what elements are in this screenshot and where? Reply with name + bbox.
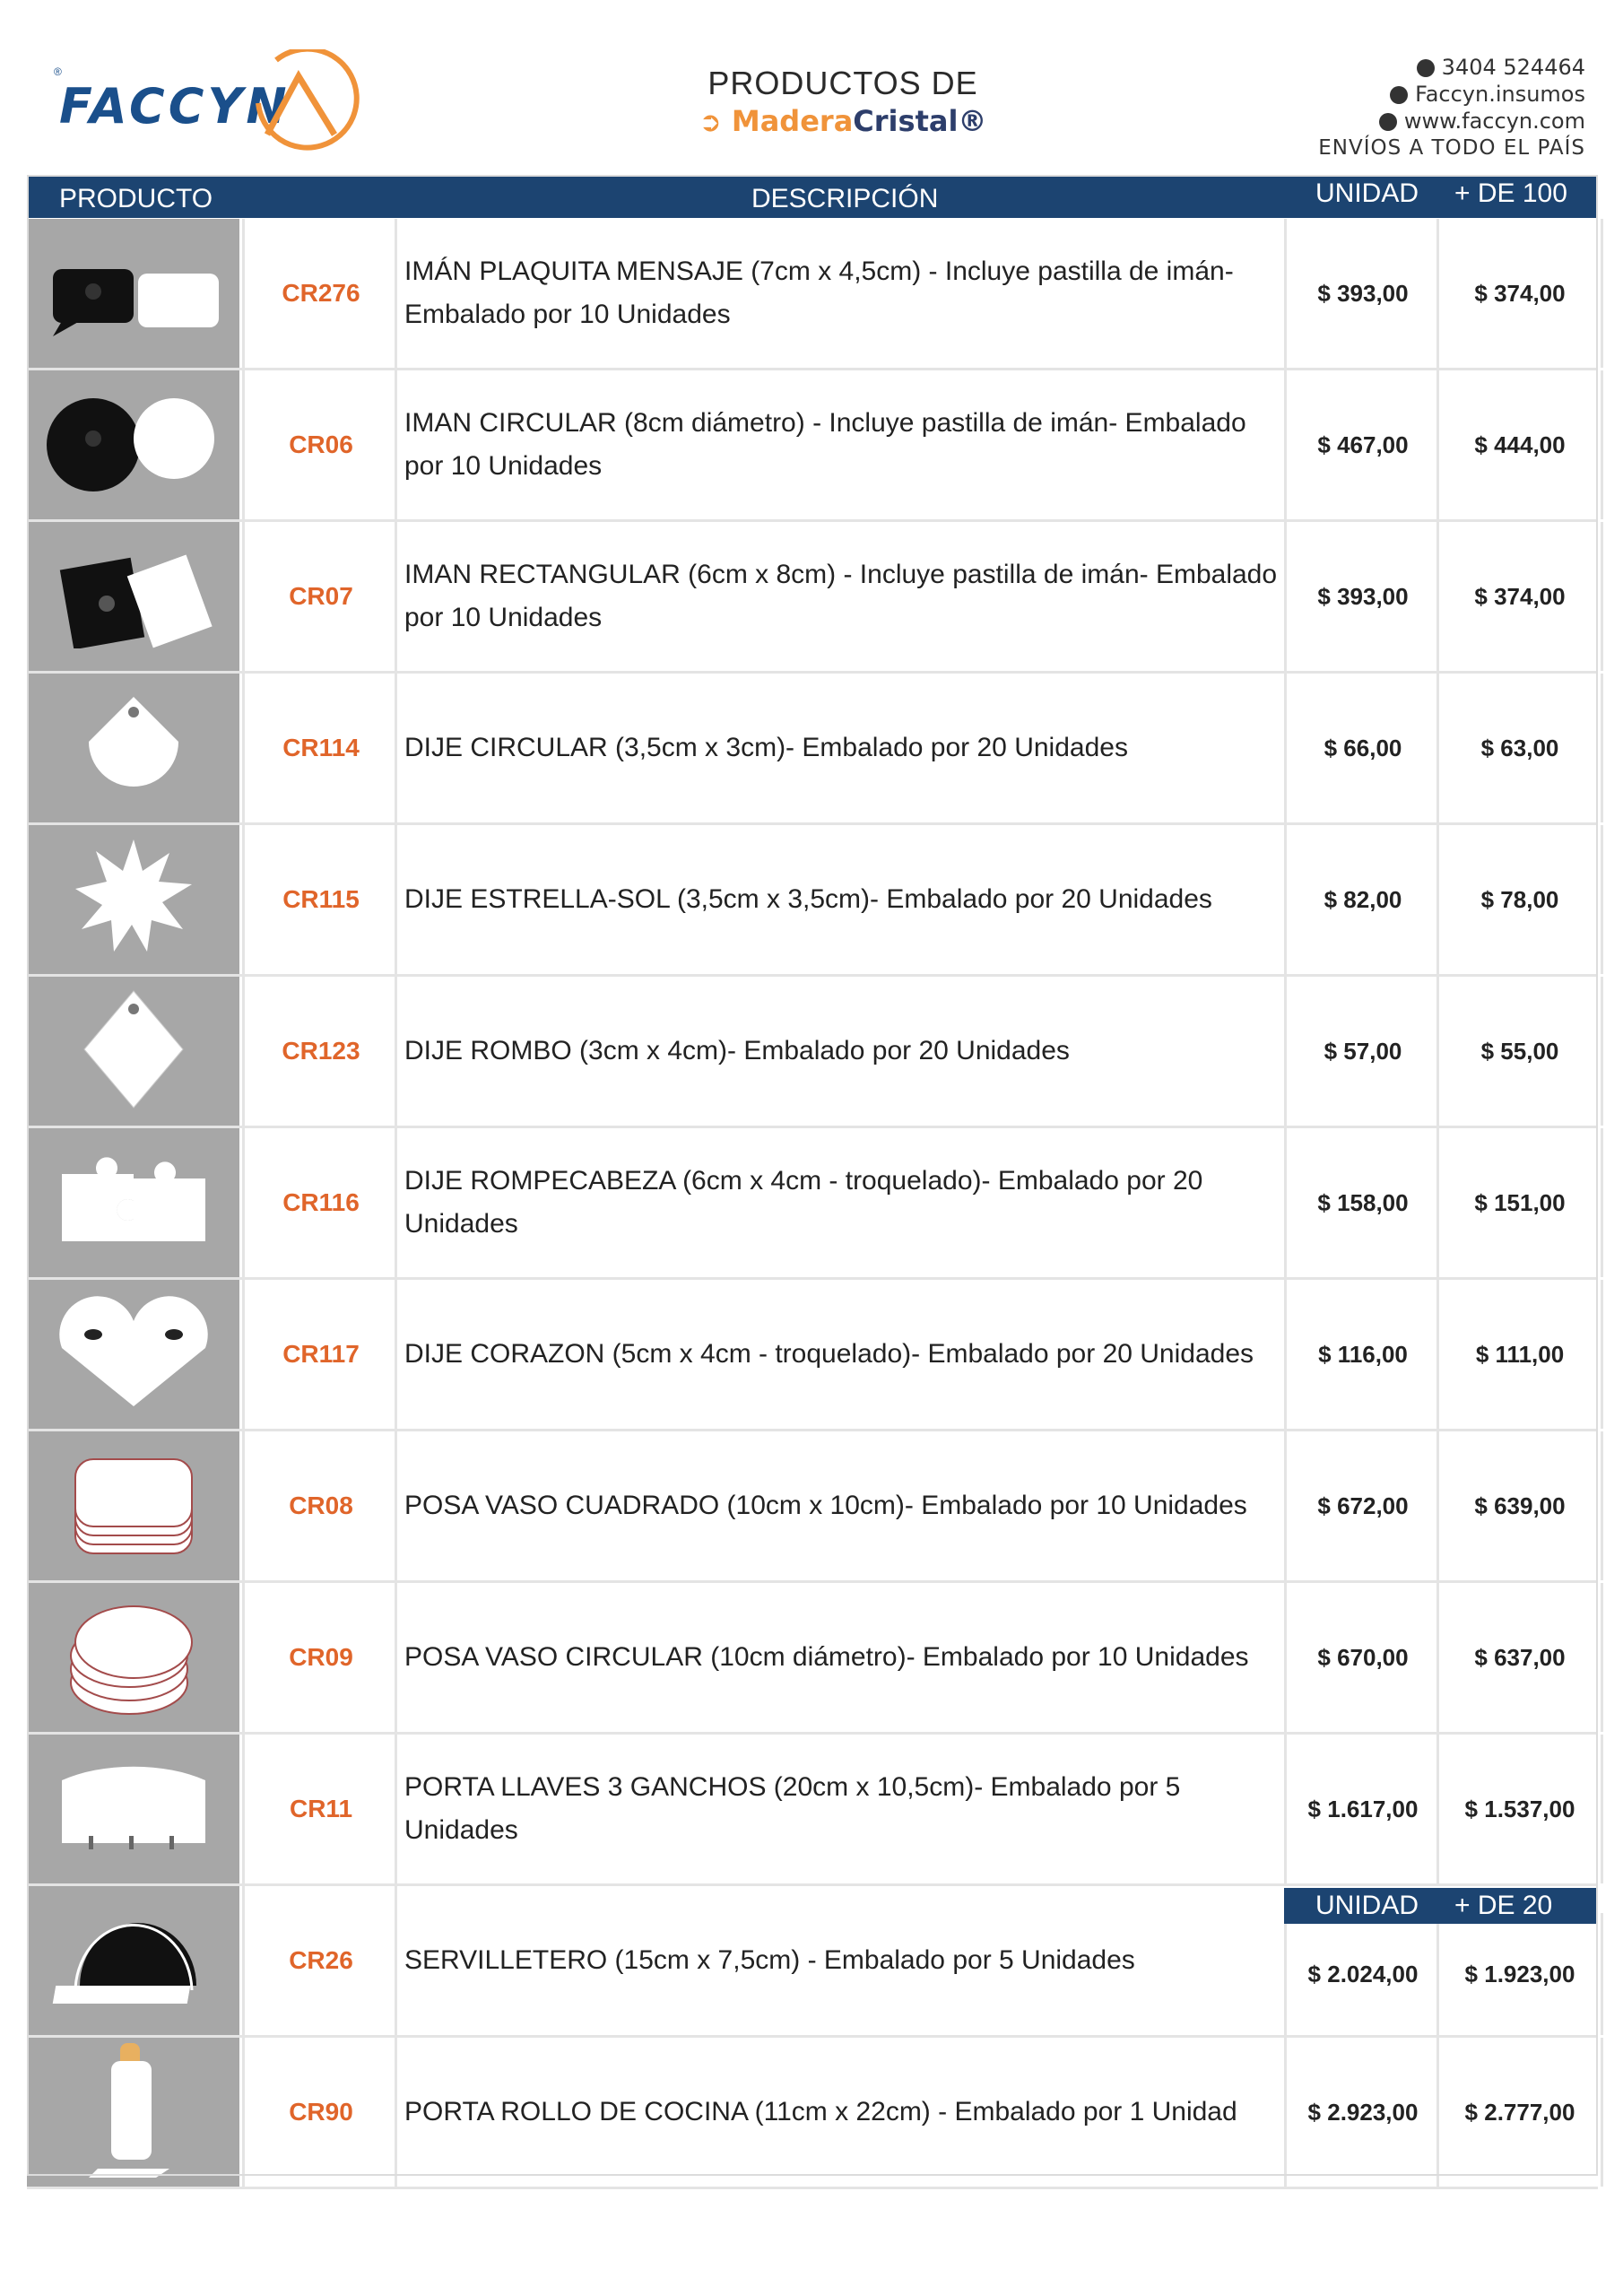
table-row-cr276 [27,219,1598,370]
price-bulk: $ 151,00 [1436,1128,1603,1277]
sub-header-bulk-20 [1284,1888,1598,1924]
product-description: DIJE ROMPECABEZA (6cm x 4cm - troquelado)- Embalado por 20 Unidades [395,1128,1284,1277]
product-image [27,1583,239,1732]
product-image [27,522,239,671]
table-row-cr117 [27,1280,1598,1431]
circle-pendant-icon [71,683,196,813]
price-unit: $ 57,00 [1284,977,1439,1126]
product-code: CR114 [242,674,397,822]
product-image [27,1886,239,2035]
paper-roll-holder-icon [71,2039,196,2187]
table-row-cr115 [27,825,1598,977]
product-code: CR115 [242,825,397,974]
product-image [27,674,239,822]
product-image [27,370,239,519]
page-title: PRODUCTOS DE [707,65,978,101]
price-unit: $ 158,00 [1284,1128,1439,1277]
brand-madera: Madera [731,104,854,138]
table-row-cr08 [27,1431,1598,1583]
product-code: CR07 [242,522,397,671]
logo-arc-icon [249,49,366,161]
product-description: PORTA LLAVES 3 GANCHOS (20cm x 10,5cm)- Embalado por 5 Unidades [395,1735,1284,1883]
price-unit: $ 672,00 [1284,1431,1439,1580]
product-description: DIJE ROMBO (3cm x 4cm)- Embalado por 20 Unidades [395,977,1284,1126]
rhombus-pendant-icon [71,982,196,1121]
price-bulk: $ 63,00 [1436,674,1603,822]
price-unit: $ 116,00 [1284,1280,1439,1429]
contact-phone[interactable]: 3404 524464 [1441,55,1585,80]
puzzle-pendant-icon [44,1147,223,1259]
product-image [27,1128,239,1277]
price-bulk: $ 55,00 [1436,977,1603,1126]
brand-cristal: Cristal® [853,104,987,138]
product-code: CR11 [242,1735,397,1883]
price-unit: $ 2.923,00 [1284,2038,1439,2187]
price-unit: $ 66,00 [1284,674,1439,822]
price-bulk: $ 444,00 [1436,370,1603,519]
product-description: IMÁN PLAQUITA MENSAJE (7cm x 4,5cm) - Incluye pastilla de imán- Embalado por 10 Unidades [395,219,1284,368]
table-row-cr90 [27,2038,1598,2189]
price-bulk: $ 111,00 [1436,1280,1603,1429]
table-header [27,175,1598,218]
product-description: DIJE ESTRELLA-SOL (3,5cm x 3,5cm)- Embalado por 20 Unidades [395,825,1284,974]
col-unit: UNIDAD [1315,178,1419,208]
product-description: SERVILLETERO (15cm x 7,5cm) - Embalado por 5 Unidades [395,1886,1284,2035]
product-code: CR06 [242,370,397,519]
price-bulk: $ 637,00 [1436,1583,1603,1732]
faccyn-logo [52,49,375,166]
table-row-cr06 [27,370,1598,522]
whatsapp-icon [1417,59,1435,77]
price-unit: $ 670,00 [1284,1583,1439,1732]
product-description: POSA VASO CIRCULAR (10cm diámetro)- Embalado por 10 Unidades [395,1583,1284,1732]
product-code: CR117 [242,1280,397,1429]
product-description: IMAN RECTANGULAR (6cm x 8cm) - Incluye pastilla de imán- Embalado por 10 Unidades [395,522,1284,671]
product-image [27,1280,239,1429]
madera-cristal-brand [664,104,1022,138]
sub-col-more-20: + DE 20 [1454,1891,1553,1920]
price-unit: $ 467,00 [1284,370,1439,519]
product-description: IMAN CIRCULAR (8cm diámetro) - Incluye pastilla de imán- Embalado por 10 Unidades [395,370,1284,519]
product-image [27,219,239,368]
napkin-holder-icon [44,1900,223,2022]
product-code: CR08 [242,1431,397,1580]
contact-web[interactable]: www.faccyn.com [1403,109,1585,134]
price-bulk: $ 2.777,00 [1436,2038,1603,2187]
square-coaster-icon [44,1446,223,1567]
shipping-note: ENVÍOS A TODO EL PAÍS [1318,136,1585,160]
key-holder-icon [39,1753,228,1866]
col-description: DESCRIPCIÓN [751,184,939,213]
price-bulk: $ 1.923,00 [1436,1913,1603,2035]
registered-mark: ® [54,65,62,78]
table-row-cr09 [27,1583,1598,1735]
price-bulk: $ 374,00 [1436,219,1603,368]
price-bulk: $ 374,00 [1436,522,1603,671]
product-code: CR123 [242,977,397,1126]
col-more-100: + DE 100 [1454,178,1567,208]
product-description: DIJE CIRCULAR (3,5cm x 3cm)- Embalado por 20 Unidades [395,674,1284,822]
price-unit: $ 1.617,00 [1284,1735,1439,1883]
page-header [0,0,1623,175]
logo-text: FACCYN [59,78,291,135]
price-bulk: $ 1.537,00 [1436,1735,1603,1883]
product-table [27,219,1598,2189]
price-unit: $ 393,00 [1284,522,1439,671]
table-row-cr116 [27,1128,1598,1280]
table-row-cr11 [27,1735,1598,1886]
product-code: CR90 [242,2038,397,2187]
product-description: POSA VASO CUADRADO (10cm x 10cm)- Embalado por 10 Unidades [395,1431,1284,1580]
product-description: PORTA ROLLO DE COCINA (11cm x 22cm) - Embalado por 1 Unidad [395,2038,1284,2187]
product-code: CR276 [242,219,397,368]
product-code: CR09 [242,1583,397,1732]
contact-info [1318,54,1585,161]
table-row-cr26 [27,1886,1598,2038]
table-row-cr07 [27,522,1598,674]
title-block [664,65,1022,138]
contact-instagram[interactable]: Faccyn.insumos [1415,82,1585,107]
product-image [27,825,239,974]
instagram-icon [1390,86,1408,104]
star-pendant-icon [71,835,196,965]
table-row-cr114 [27,674,1598,825]
price-unit: $ 82,00 [1284,825,1439,974]
product-image [27,1431,239,1580]
sub-col-unit: UNIDAD [1315,1891,1419,1920]
price-bulk: $ 639,00 [1436,1431,1603,1580]
product-code: CR26 [242,1886,397,2035]
col-product: PRODUCTO [59,184,213,213]
round-coaster-icon [44,1593,223,1723]
product-image [27,2038,239,2187]
product-image [27,977,239,1126]
message-magnet-icon [39,242,228,345]
product-code: CR116 [242,1128,397,1277]
circle-magnet-icon [39,389,228,501]
rect-magnet-icon [39,541,228,653]
product-description: DIJE CORAZON (5cm x 4cm - troquelado)- Embalado por 20 Unidades [395,1280,1284,1429]
product-image [27,1735,239,1883]
web-icon [1379,113,1397,131]
heart-pendant-icon [44,1294,223,1415]
price-bulk: $ 78,00 [1436,825,1603,974]
brand-arrow-icon: ➲ [699,107,722,138]
price-unit: $ 393,00 [1284,219,1439,368]
price-unit: $ 2.024,00 [1284,1913,1439,2035]
table-row-cr123 [27,977,1598,1128]
